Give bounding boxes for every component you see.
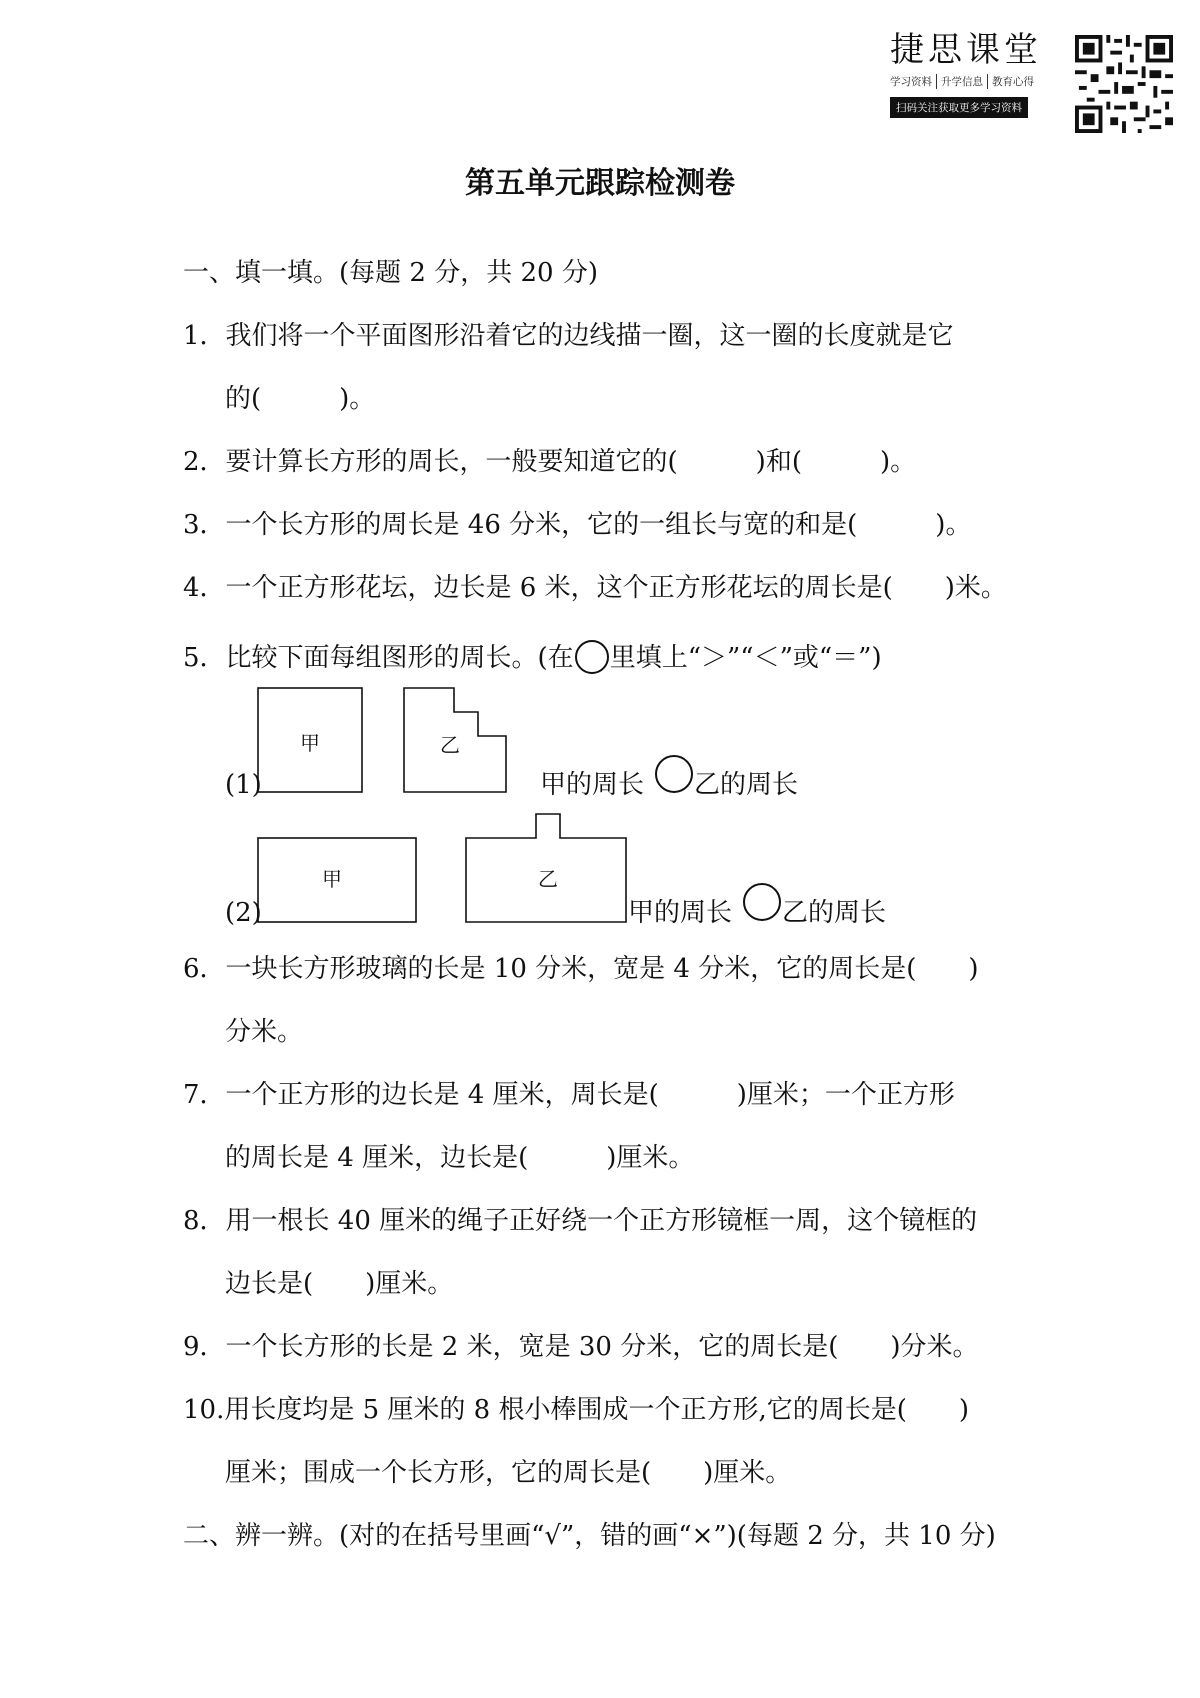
figure-2-label-b: 乙 <box>538 867 558 891</box>
brand-bar: 扫码关注获取更多学习资料 <box>890 97 1028 118</box>
compare-circle-2-icon <box>744 884 780 920</box>
question-7-line-2: 的周长是 4 厘米，边长是( )厘米。 <box>225 1143 695 1173</box>
figure-1-compare-right: 乙的周长 <box>694 770 799 800</box>
figure-2-label-a: 甲 <box>322 867 342 891</box>
figure-2-compare-right: 乙的周长 <box>782 898 887 928</box>
page-title: 第五单元跟踪检测卷 <box>465 166 735 201</box>
question-5-post: 里填上“＞”“＜”或“＝”) <box>609 643 882 673</box>
section-heading-2: 二、辨一辨。(对的在括号里画“√”，错的画“×”)(每题 2 分，共 10 分) <box>183 1521 996 1551</box>
question-10-line-2: 厘米；围成一个长方形，它的周长是( )厘米。 <box>225 1458 792 1488</box>
figure-1-label-b: 乙 <box>440 733 460 757</box>
question-4: 4．一个正方形花坛，边长是 6 米，这个正方形花坛的周长是( )米。 <box>183 573 1007 603</box>
section-heading: 一、填一填。(每题 2 分，共 20 分) <box>183 258 598 288</box>
compare-circle-1-icon <box>656 756 692 792</box>
question-8-line-2: 边长是( )厘米。 <box>225 1269 454 1299</box>
question-5-pre: 5．比较下面每组图形的周长。(在 <box>183 643 574 673</box>
brand-tags <box>890 74 1034 89</box>
brand-tag: 升学信息 <box>937 74 988 89</box>
figure-1-number: (1) <box>225 770 262 800</box>
question-5 <box>183 640 882 675</box>
figure-1-compare-left: 甲的周长 <box>540 770 645 800</box>
figure-1-label-a: 甲 <box>300 731 320 755</box>
question-6-line-1: 6．一块长方形玻璃的长是 10 分米，宽是 4 分米，它的周长是( ) <box>183 954 979 984</box>
brand-tag: 教育心得 <box>992 76 1034 88</box>
qr-code-icon <box>1075 35 1173 133</box>
question-8-line-1: 8．用一根长 40 厘米的绳子正好绕一个正方形镜框一周，这个镜框的 <box>183 1206 978 1236</box>
brand-name: 捷思课堂 <box>890 30 1042 70</box>
question-1-line-1: 1．我们将一个平面图形沿着它的边线描一圈，这一圈的长度就是它 <box>183 321 954 351</box>
question-7-line-1: 7．一个正方形的边长是 4 厘米，周长是( )厘米；一个正方形 <box>183 1080 955 1110</box>
figure-2-compare-left: 甲的周长 <box>628 898 733 928</box>
brand-tag: 学习资料 <box>890 74 937 89</box>
question-3: 3．一个长方形的周长是 46 分米，它的一组长与宽的和是( )。 <box>183 510 972 540</box>
question-6-line-2: 分米。 <box>225 1017 304 1047</box>
question-9: 9．一个长方形的长是 2 米，宽是 30 分米，它的周长是( )分米。 <box>183 1332 979 1362</box>
question-1-line-2: 的( )。 <box>225 384 376 414</box>
question-10-line-1: 10.用长度均是 5 厘米的 8 根小棒围成一个正方形,它的周长是( ) <box>183 1395 970 1425</box>
answer-circle-icon <box>575 640 609 674</box>
question-2: 2．要计算长方形的周长，一般要知道它的( )和( )。 <box>183 447 917 477</box>
brand-logo <box>890 30 1042 118</box>
figure-2-number: (2) <box>225 898 262 928</box>
